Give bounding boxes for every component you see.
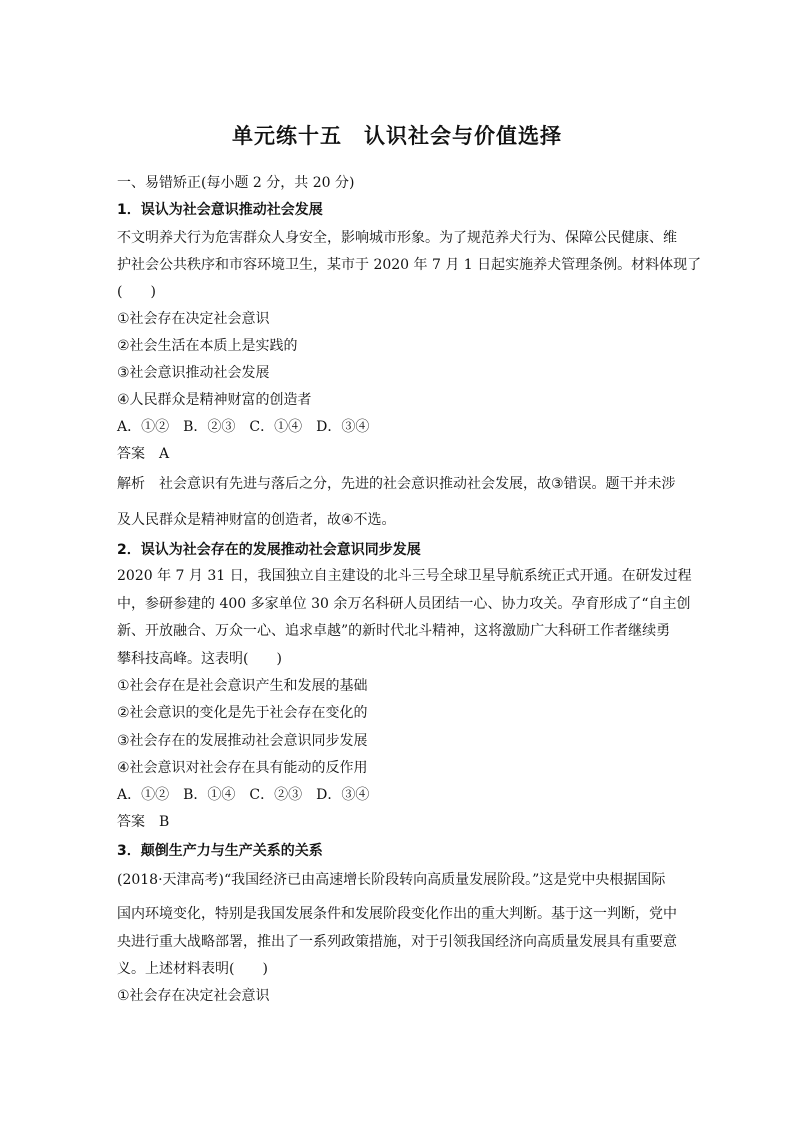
q2-stem-line: 2020 年 7 月 31 日，我国独立自主建设的北斗三号全球卫星导航系统正式开通。在研发过程: [117, 568, 692, 584]
q2-item: ④社会意识对社会存在具有能动的反作用: [117, 760, 368, 776]
q2-stem-line: 中，参研参建的 400 多家单位 30 余万名科研人员团结一心、协力攻关。孕育形成了“自主创: [117, 596, 691, 612]
q3-stem-line: 央进行重大战略部署，推出了一系列政策措施，对于引领我国经济向高质量发展具有重要意: [117, 934, 677, 950]
q3-stem-line: 义。上述材料表明( ): [117, 961, 268, 977]
answer-value: A: [159, 446, 170, 462]
q1-item: ④人民群众是精神财富的创造者: [117, 392, 312, 408]
q1-option: D．③④: [316, 419, 370, 435]
q2-stem-line: 攀科技高峰。这表明( ): [117, 651, 282, 667]
title-topic: 认识社会与价值选择: [364, 124, 562, 148]
q3-item: ①社会存在决定社会意识: [117, 988, 270, 1004]
q1-item: ②社会生活在本质上是实践的: [117, 338, 298, 354]
q1-heading: 1．误认为社会意识推动社会发展: [117, 202, 323, 218]
q2-option: B．①④: [183, 787, 236, 803]
q2-stem-line: 新、开放融合、万众一心、追求卓越”的新时代北斗精神，这将激励广大科研工作者继续勇: [117, 623, 671, 639]
q1-option: A．①②: [117, 419, 170, 435]
q1-item: ③社会意识推动社会发展: [117, 365, 270, 381]
title-unit: 单元练十五: [232, 124, 342, 148]
q1-stem-line: 护社会公共秩序和市容环境卫生，某市于 2020 年 7 月 1 日起实施养犬管理条例。材料体现了: [117, 257, 702, 273]
q1-stem-line: ( ): [117, 284, 156, 300]
q1-item: ①社会存在决定社会意识: [117, 311, 270, 327]
q1-analysis-line: 及人民群众是精神财富的创造者，故④不选。: [117, 512, 396, 528]
q1-answer: [117, 444, 687, 464]
q3-stem-line: 国内环境变化，特别是我国发展条件和发展阶段变化作出的重大判断。基于这一判断，党中: [117, 906, 677, 922]
q2-option: C．②③: [249, 787, 303, 803]
section-heading: 一、易错矫正(每小题 2 分，共 20 分): [117, 175, 355, 191]
q2-options: [117, 785, 687, 805]
q2-heading: 2．误认为社会存在的发展推动社会意识同步发展: [117, 542, 421, 558]
q1-option: B．②③: [183, 419, 236, 435]
q2-item: ③社会存在的发展推动社会意识同步发展: [117, 733, 368, 749]
q2-item: ①社会存在是社会意识产生和发展的基础: [117, 678, 368, 694]
answer-value: B: [159, 814, 170, 830]
answer-label: 答案: [117, 814, 145, 830]
q2-item: ②社会意识的变化是先于社会存在变化的: [117, 705, 368, 721]
answer-label: 答案: [117, 446, 145, 462]
q2-answer: [117, 812, 687, 832]
q1-stem-line: 不文明养犬行为危害群众人身安全，影响城市形象。为了规范养犬行为、保障公民健康、维: [117, 230, 677, 246]
analysis-text: 社会意识有先进与落后之分，先进的社会意识推动社会发展，故③错误。题干并未涉: [159, 476, 676, 492]
q2-option: D．③④: [316, 787, 370, 803]
q3-stem-line: (2018·天津高考)“我国经济已由高速增长阶段转向高质量发展阶段。”这是党中央根据国际: [117, 872, 666, 888]
q3-heading: 3．颠倒生产力与生产关系的关系: [117, 843, 323, 859]
q2-option: A．①②: [117, 787, 170, 803]
q1-analysis-line: [117, 474, 687, 494]
q1-option: C．①④: [249, 419, 303, 435]
analysis-label: 解析: [117, 476, 145, 492]
q1-options: [117, 417, 687, 437]
page-title: [0, 120, 794, 150]
